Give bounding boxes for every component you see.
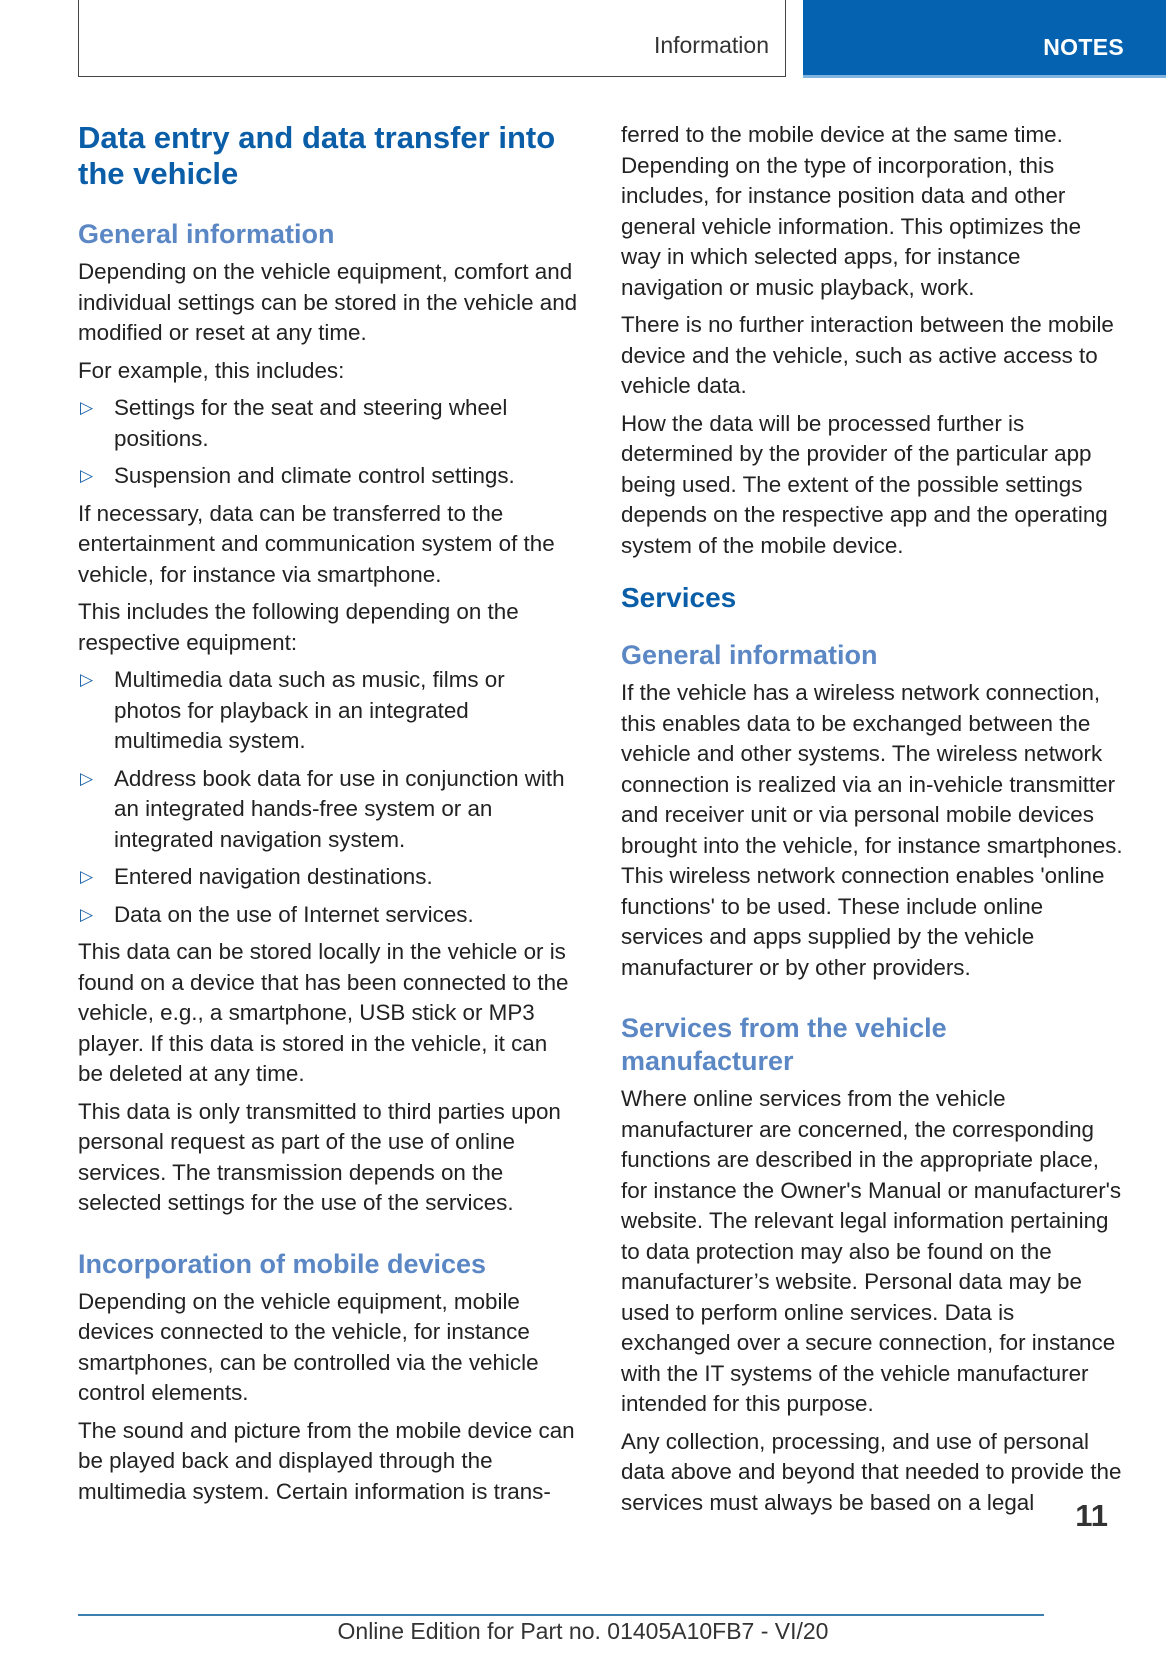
manufacturer-services-heading: Services from the vehicle manufacturer: [621, 1013, 947, 1076]
paragraph: The sound and picture from the mobile device can be played back and displayed through the multimedia system. Certain information is trans-: [78, 1417, 575, 1504]
right-column: [621, 120, 1126, 1525]
triangle-bullet-icon: ▷: [80, 466, 94, 485]
mobile-devices-heading: Incorporation of mobile devices: [78, 1248, 487, 1279]
triangle-bullet-icon: ▷: [80, 904, 94, 924]
paragraph: There is no further interaction between the mobile device and the vehicle, such as active access to vehicle data.: [621, 312, 1114, 398]
general-information-heading: General information: [78, 219, 335, 249]
paragraph: Depending on the vehicle equipment, comfort and individual settings can be stored in the vehicle and modified or reset at any time.: [78, 259, 578, 345]
list-item: ▷ Entered navigation destinations.: [78, 862, 578, 893]
list-item: ▷ Suspension and climate control settings.: [78, 461, 578, 492]
list-item: ▷ Data on the use of Internet services.: [78, 900, 578, 931]
left-column: [78, 120, 578, 1514]
edition-footer: Online Edition for Part no. 01405A10FB7 - VI/20: [337, 1618, 829, 1644]
data-types-list: [78, 665, 578, 930]
paragraph: How the data will be processed further is determined by the provider of the particular app being used. The extent of the possible settings depends on the respective app and the operating system of the mobile device.: [621, 410, 1108, 558]
list-item: ▷ Settings for the seat and steering wheel positions.: [80, 395, 508, 451]
triangle-bullet-icon: ▷: [80, 768, 94, 788]
paragraph: If necessary, data can be transferred to the entertainment and communication system of the vehicle, for instance via smartphone.: [78, 500, 555, 587]
paragraph: For example, this includes:: [78, 357, 345, 383]
paragraph: This includes the following depending on the respective equipment:: [78, 599, 519, 655]
services-title: Services: [621, 582, 737, 613]
header-section-box: [78, 0, 786, 77]
list-item: ▷ Address book data for use in conjunction with an integrated hands-free system or an integrated navigation system.: [80, 765, 565, 852]
paragraph: This data is only transmitted to third parties upon personal request as part of the use of online services. The transmission depends on the selected settings for the use of the services.: [78, 1098, 561, 1215]
paragraph: Any collection, processing, and use of personal data above and beyond that needed to provide the services must always be based on a legal: [621, 1428, 1122, 1515]
settings-list: [78, 393, 578, 492]
list-item: ▷ Multimedia data such as music, films or photos for playback in an integrated multimedia system.: [80, 667, 505, 753]
paragraph: This data can be stored locally in the vehicle or is found on a device that has been connected to the vehicle, e.g., a smartphone, USB stick or MP3 player. If this data is stored in the vehicle, it can be deleted at any time.: [78, 939, 569, 1086]
section-label: Information: [653, 32, 769, 58]
paragraph: If the vehicle has a wireless network connection, this enables data to be exchanged between the vehicle and other systems. The wireless network connection is realized via an in-vehicle transmitter and receiver unit or via personal mobile devices brought into the vehicle, for instance smartphones. This wireless network connection enables 'online functions' to be used. These include online services and apps supplied by the vehicle manufacturer or by other providers.: [621, 680, 1123, 980]
footer-divider: [78, 1614, 1044, 1616]
triangle-bullet-icon: ▷: [80, 867, 94, 886]
notes-tab-label: NOTES: [1043, 34, 1124, 60]
triangle-bullet-icon: ▷: [80, 398, 94, 417]
paragraph: Where online services from the vehicle manufacturer are concerned, the corresponding functions are described in the appropriate place, for instance the Owner's Manual or manufacturer's website. The relevant legal information pertaining to data protection may also be found on the manufacturer’s website. Personal data may be used to perform online services. Data is exchanged over a secure connection, for instance with the IT systems of the vehicle manufacturer intended for this purpose.: [621, 1086, 1122, 1416]
page-number: 11: [1075, 1498, 1108, 1533]
paragraph: Depending on the vehicle equipment, mobile devices connected to the vehicle, for instance smartphones, can be controlled via the vehicle control elements.: [78, 1288, 539, 1405]
triangle-bullet-icon: ▷: [80, 670, 94, 689]
notes-tab[interactable]: [803, 0, 1166, 78]
page-title: Data entry and data transfer into the vehicle: [78, 120, 556, 191]
services-general-heading: General information: [621, 640, 878, 670]
paragraph: ferred to the mobile device at the same time. Depending on the type of incorporation, this includes, for instance position data and other general vehicle information. This optimizes the way in which selected apps, for instance navigation or music playback, work.: [621, 122, 1082, 300]
